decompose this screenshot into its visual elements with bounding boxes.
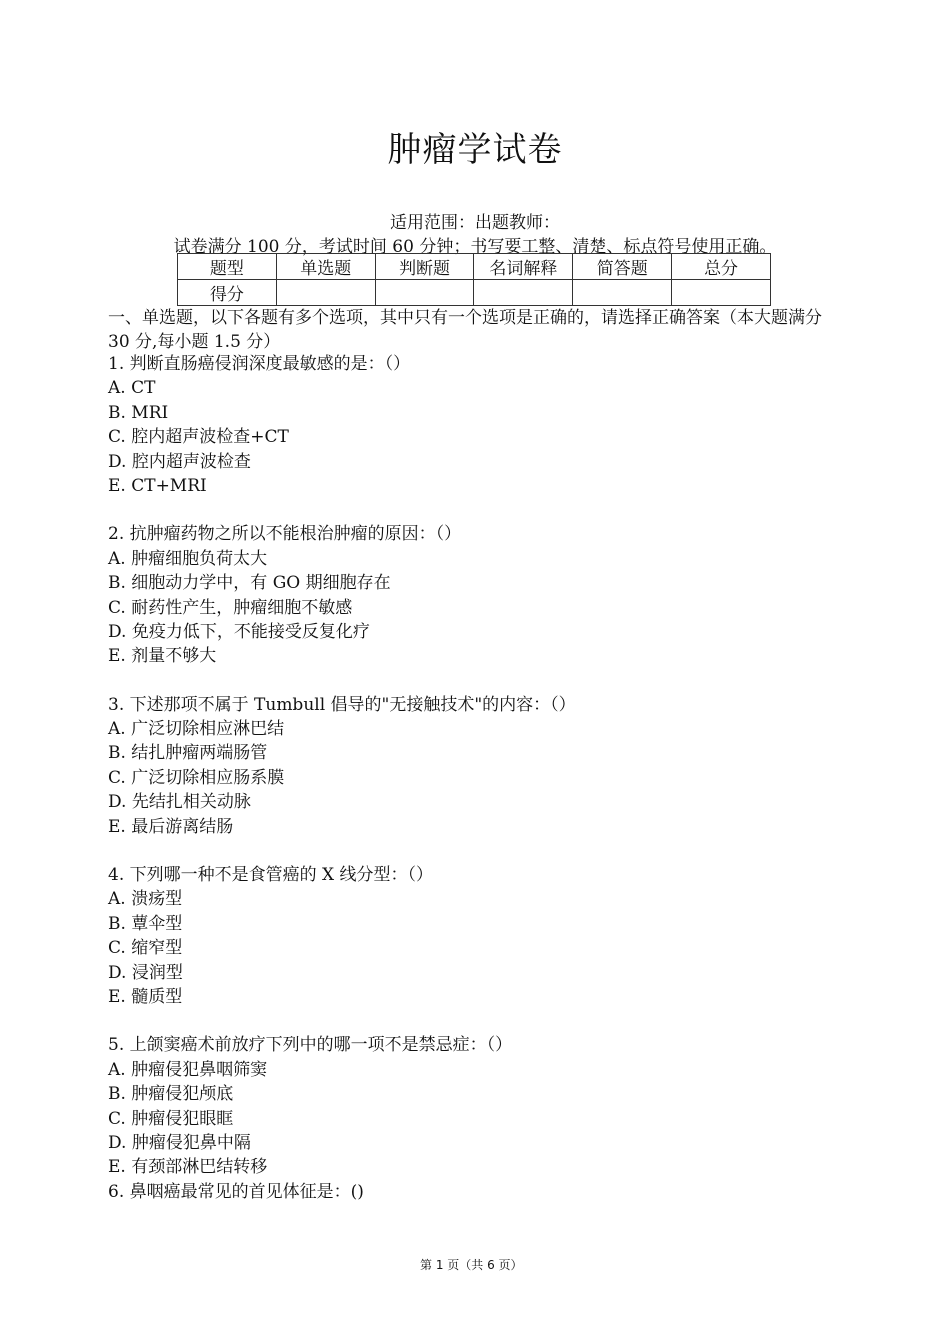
page-footer: 第 1 页（共 6 页） — [420, 1258, 523, 1272]
answer-option: A. 溃疡型 — [108, 889, 183, 910]
score-table-header-cell: 简答题 — [573, 254, 672, 280]
question-stem: 3. 下述那项不属于 Tumbull 倡导的"无接触技术"的内容：（） — [108, 694, 576, 715]
answer-option: D. 免疫力低下，不能接受反复化疗 — [108, 621, 370, 642]
score-table-header-cell: 总分 — [672, 254, 771, 280]
answer-option: D. 先结扎相关动脉 — [108, 792, 251, 813]
question-block — [108, 863, 846, 1009]
answer-option: A. 肿瘤细胞负荷太大 — [108, 548, 268, 569]
question-stem: 4. 下列哪一种不是食管癌的 X 线分型：（） — [108, 865, 434, 886]
question-list — [108, 352, 846, 1204]
score-cell — [573, 280, 672, 306]
answer-option: E. 最后游离结肠 — [108, 816, 234, 837]
question-block — [108, 1180, 846, 1204]
answer-option: B. 细胞动力学中，有 GO 期细胞存在 — [108, 573, 391, 594]
score-table-header-cell: 单选题 — [276, 254, 375, 280]
question-stem: 6. 鼻咽癌最常见的首见体征是：() — [108, 1181, 364, 1202]
answer-option: D. 肿瘤侵犯鼻中隔 — [108, 1132, 251, 1153]
answer-option: C. 缩窄型 — [108, 938, 183, 959]
score-table-header-cell: 名词解释 — [474, 254, 573, 280]
section-heading: 一、单选题，以下各题有多个选项，其中只有一个选项是正确的，请选择正确答案（本大题满分 30 分,每小题 1.5 分） — [108, 308, 822, 352]
answer-option: C. 耐药性产生，肿瘤细胞不敏感 — [108, 597, 353, 618]
score-cell — [672, 280, 771, 306]
answer-option: B. MRI — [108, 402, 169, 423]
score-table-header-row — [178, 254, 771, 280]
question-block — [108, 693, 846, 839]
question-stem: 2. 抗肿瘤药物之所以不能根治肿瘤的原因：（） — [108, 524, 462, 545]
answer-option: E. CT+MRI — [108, 475, 207, 496]
exam-instructions: 试卷满分 100 分，考试时间 60 分钟；书写要工整、清楚、标点符号使用正确。 — [173, 237, 777, 257]
answer-option: D. 浸润型 — [108, 962, 183, 983]
answer-option: A. 广泛切除相应淋巴结 — [108, 719, 285, 740]
answer-option: A. 肿瘤侵犯鼻咽筛窦 — [108, 1059, 268, 1080]
exam-title: 肿瘤学试卷 — [387, 130, 563, 170]
question-stem: 1. 判断直肠癌侵润深度最敏感的是：（） — [108, 354, 411, 374]
answer-option: E. 有颈部淋巴结转移 — [108, 1157, 268, 1178]
scope-and-teacher: 适用范围：出题教师： — [390, 213, 560, 233]
score-cell — [474, 280, 573, 306]
answer-option: C. 广泛切除相应肠系膜 — [108, 767, 285, 788]
score-table — [177, 253, 771, 306]
score-table-header-cell: 判断题 — [375, 254, 474, 280]
question-block — [108, 1033, 846, 1179]
question-block — [108, 352, 846, 498]
score-table-row-label: 得分 — [178, 280, 277, 306]
score-table-header-cell: 题型 — [178, 254, 277, 280]
answer-option: B. 结扎肿瘤两端肠管 — [108, 743, 268, 764]
answer-option: C. 腔内超声波检查+CT — [108, 427, 289, 448]
answer-option: B. 蕈伞型 — [108, 913, 183, 934]
answer-option: B. 肿瘤侵犯颅底 — [108, 1084, 234, 1105]
answer-option: D. 腔内超声波检查 — [108, 451, 251, 472]
question-stem: 5. 上颌窦癌术前放疗下列中的哪一项不是禁忌症：（） — [108, 1035, 513, 1056]
answer-option: C. 肿瘤侵犯眼眶 — [108, 1108, 234, 1129]
score-cell — [375, 280, 474, 306]
question-block — [108, 522, 846, 668]
score-table-score-row — [178, 280, 771, 306]
answer-option: E. 剂量不够大 — [108, 646, 217, 667]
answer-option: A. CT — [108, 378, 156, 399]
score-cell — [276, 280, 375, 306]
answer-option: E. 髓质型 — [108, 986, 183, 1007]
